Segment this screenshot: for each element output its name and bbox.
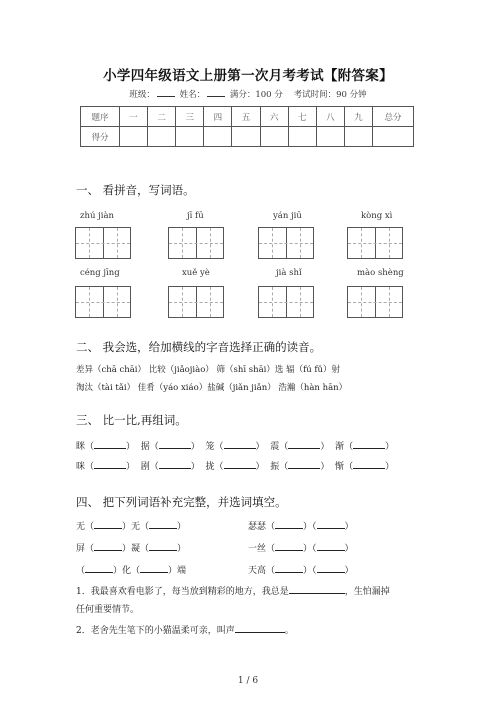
writing-grid[interactable] [75,286,131,318]
char-label: 据（ [140,442,159,452]
score-input-cell [316,127,344,147]
answer-blank[interactable] [275,541,303,551]
answer-blank[interactable] [94,519,122,529]
score-cell: 九 [344,107,372,127]
text: ）凝（ [122,544,150,554]
page-number: 1 / 6 [237,676,259,686]
text: ） [177,522,187,532]
fill-line [76,519,186,532]
char-label: 笼（ [205,442,224,452]
score-input-cell [148,127,176,147]
full-score: 满分：100 分 [229,90,283,100]
score-header-row [81,107,414,127]
section2-heading: 二、 我会选，给加横线的字音选择正确的读音。 [76,340,322,354]
exam-time: 考试时间：90 分钟 [293,90,367,100]
text: 屏（ [76,544,95,554]
answer-blank[interactable] [275,563,303,573]
text: ）（ [303,566,317,576]
text: ）化（ [113,566,141,576]
exam-info [0,88,496,100]
answer-blank[interactable] [353,439,385,449]
answer-blank[interactable] [140,563,168,573]
score-cell: 题序 [81,107,120,127]
answer-blank[interactable] [275,519,303,529]
section3-heading: 三、 比一比,再组词。 [76,413,187,427]
score-cell: 八 [316,107,344,127]
answer-blank[interactable] [149,519,177,529]
question-text: ，生怕漏掉 [344,587,390,597]
answer-blank[interactable] [159,459,191,469]
char-label: 咪（ [76,462,95,472]
answer-blank[interactable] [317,541,345,551]
answer-blank[interactable] [224,459,256,469]
score-input-cell [344,127,372,147]
paren: ） [320,442,330,452]
score-cell: 总分 [373,107,414,127]
score-table [80,106,414,147]
char-label: 拢（ [205,462,224,472]
paren: ） [255,442,265,452]
question-text: 1．我最喜欢看电影了，每当放到精彩的地方，我总是 [76,587,289,597]
pinyin: jià shǐ [276,268,302,278]
text: ）（ [303,544,317,554]
text: ） [344,544,354,554]
paren: ） [320,462,330,472]
score-cell: 七 [288,107,316,127]
answer-blank[interactable] [288,439,320,449]
fill-line [76,563,186,576]
fill-line [76,541,186,554]
answer-blank[interactable] [94,541,122,551]
score-input-cell [373,127,414,147]
pinyin: yán jiū [273,211,302,221]
paren: ） [255,462,265,472]
writing-grid[interactable] [258,286,314,318]
compare-line [76,459,394,472]
choice-line: 差异（chā chāi） 比较（jiǎojiào） 筛（shī shāi）选 辐（fú fǔ）射 [76,365,341,375]
answer-blank[interactable] [149,541,177,551]
fill-line [248,541,354,554]
char-label: 眯（ [76,442,95,452]
page-title: 小学四年级语文上册第一次月考考试【附答案】 [103,68,393,84]
writing-grid[interactable] [347,227,403,259]
writing-grid[interactable] [258,227,314,259]
paren: ） [190,462,200,472]
question-2 [76,623,294,636]
name-label: 姓名： [179,90,206,100]
text: （ [76,566,86,576]
score-input-cell [260,127,288,147]
writing-grid[interactable] [168,286,224,318]
score-cell: 三 [176,107,204,127]
text: ） [344,566,354,576]
char-label: 震（ [270,442,289,452]
question-text: 2．老舍先生笔下的小猫温柔可亲，叫声 [76,626,235,636]
pinyin: xuě yè [182,268,210,278]
answer-blank[interactable] [317,519,345,529]
score-cell: 五 [232,107,260,127]
text: ） [344,522,354,532]
class-label: 班级： [129,90,155,100]
answer-blank[interactable] [85,563,113,573]
score-input-cell [288,127,316,147]
pinyin: zhú jiàn [80,211,115,221]
question-text: 。 [284,626,294,636]
name-blank [207,88,225,97]
char-label: 惭（ [335,462,354,472]
pinyin: mào shèng [357,268,404,278]
text: 瑟瑟（ [248,522,276,532]
question-1-cont: 任何重要情节。 [76,605,140,615]
paren: ） [385,462,395,472]
writing-grid[interactable] [347,286,403,318]
score-cell: 六 [260,107,288,127]
pinyin: jī fū [187,211,204,221]
class-blank [157,88,175,97]
score-input-cell [232,127,260,147]
char-label: 振（ [270,462,289,472]
pinyin: kòng xì [361,211,393,221]
answer-blank[interactable] [289,584,345,594]
score-cell: 一 [120,107,148,127]
score-input-cell [204,127,232,147]
answer-blank[interactable] [159,439,191,449]
score-input-cell [176,127,204,147]
text: 一丝（ [248,544,276,554]
score-cell: 四 [204,107,232,127]
paren: ） [385,442,395,452]
compare-line [76,439,394,452]
char-label: 渐（ [335,442,354,452]
text: ）无（ [122,522,150,532]
choice-line: 淘汰（tài tǎi） 佳肴（yáo xiáo）盐碱（jiǎn jiǎn） 浩瀚（hàn hān） [76,383,348,393]
writing-grid[interactable] [168,227,224,259]
score-input-cell [120,127,148,147]
answer-blank[interactable] [224,439,256,449]
answer-blank[interactable] [94,439,126,449]
score-cell: 得分 [81,127,120,147]
score-cell: 二 [148,107,176,127]
text: 天高（ [248,566,276,576]
char-label: 剧（ [140,462,159,472]
answer-blank[interactable] [288,459,320,469]
section4-heading: 四、 把下列词语补充完整，并选词填空。 [76,495,287,509]
answer-blank[interactable] [317,563,345,573]
writing-grid[interactable] [75,227,131,259]
text: ）端 [168,566,187,576]
score-value-row [81,127,414,147]
text: 无（ [76,522,95,532]
text: ） [177,544,187,554]
fill-line [248,563,354,576]
answer-blank[interactable] [353,459,385,469]
answer-blank[interactable] [94,459,126,469]
paren: ） [126,462,136,472]
paren: ） [190,442,200,452]
answer-blank[interactable] [235,623,285,633]
text: ）（ [303,522,317,532]
section1-heading: 一、 看拼音，写词语。 [76,183,195,197]
question-1 [76,584,390,597]
paren: ） [126,442,136,452]
fill-line [248,519,354,532]
pinyin: céng jīng [80,268,120,278]
